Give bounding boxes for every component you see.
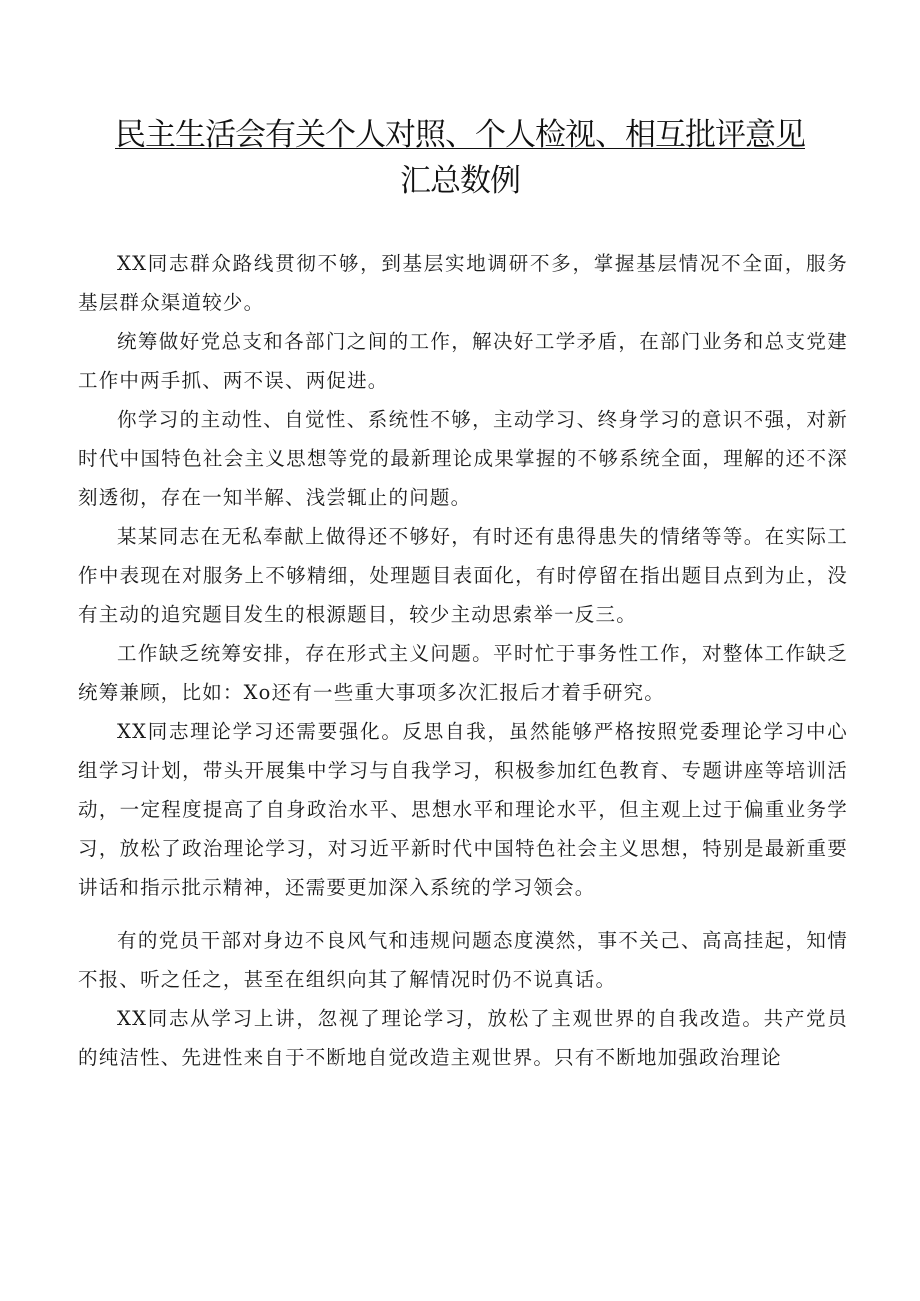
paragraph-7: 有的党员干部对身边不良风气和违规问题态度漠然，事不关己、高高挂起，知情不报、听之任之，甚至在组织向其了解情况时仍不说真话。 [78, 929, 848, 991]
document-title [0, 112, 920, 204]
paragraph-6: XX同志理论学习还需要强化。反思自我，虽然能够严格按照党委理论学习中心组学习计划，带头开展集中学习与自我学习，积极参加红色教育、专题讲座等培训活动，一定程度提高了自身政治水平、思想水平和理论水平，但主观上过于偏重业务学习，放松了政治理论学习，对习近平新时代中国特色社会主义思想，特别是最新重要讲话和指示批示精神，还需要更加深入系统的学习领会。 [78, 720, 848, 899]
paragraph-5: 工作缺乏统筹安排，存在形式主义问题。平时忙于事务性工作，对整体工作缺乏统筹兼顾，比如：Xo还有一些重大事项多次汇报后才着手研究。 [78, 642, 848, 704]
paragraph-2: 统筹做好党总支和各部门之间的工作，解决好工学矛盾，在部门业务和总支党建工作中两手抓、两不误、两促进。 [78, 330, 848, 392]
paragraph-4: 某某同志在无私奉献上做得还不够好，有时还有患得患失的情绪等等。在实际工作中表现在对服务上不够精细，处理题目表面化，有时停留在指出题目点到为止，没有主动的追究题目发生的根源题目，较少主动思索举一反三。 [78, 525, 848, 626]
paragraph-1: XX同志群众路线贯彻不够，到基层实地调研不多，掌握基层情况不全面，服务基层群众渠道较少。 [78, 252, 848, 314]
paragraph-8: XX同志从学习上讲，忽视了理论学习，放松了主观世界的自我改造。共产党员的纯洁性、先进性来自于不断地自觉改造主观世界。只有不断地加强政治理论 [78, 1007, 848, 1069]
title-line-1: 民主生活会有关个人对照、个人检视、相互批评意见 [115, 117, 805, 153]
title-line-2: 汇总数例 [400, 163, 520, 199]
document-body [78, 244, 848, 1077]
paragraph-3: 你学习的主动性、自觉性、系统性不够，主动学习、终身学习的意识不强，对新时代中国特色社会主义思想等党的最新理论成果掌握的不够系统全面，理解的还不深刻透彻，存在一知半解、浅尝辄止的问题。 [78, 408, 848, 509]
